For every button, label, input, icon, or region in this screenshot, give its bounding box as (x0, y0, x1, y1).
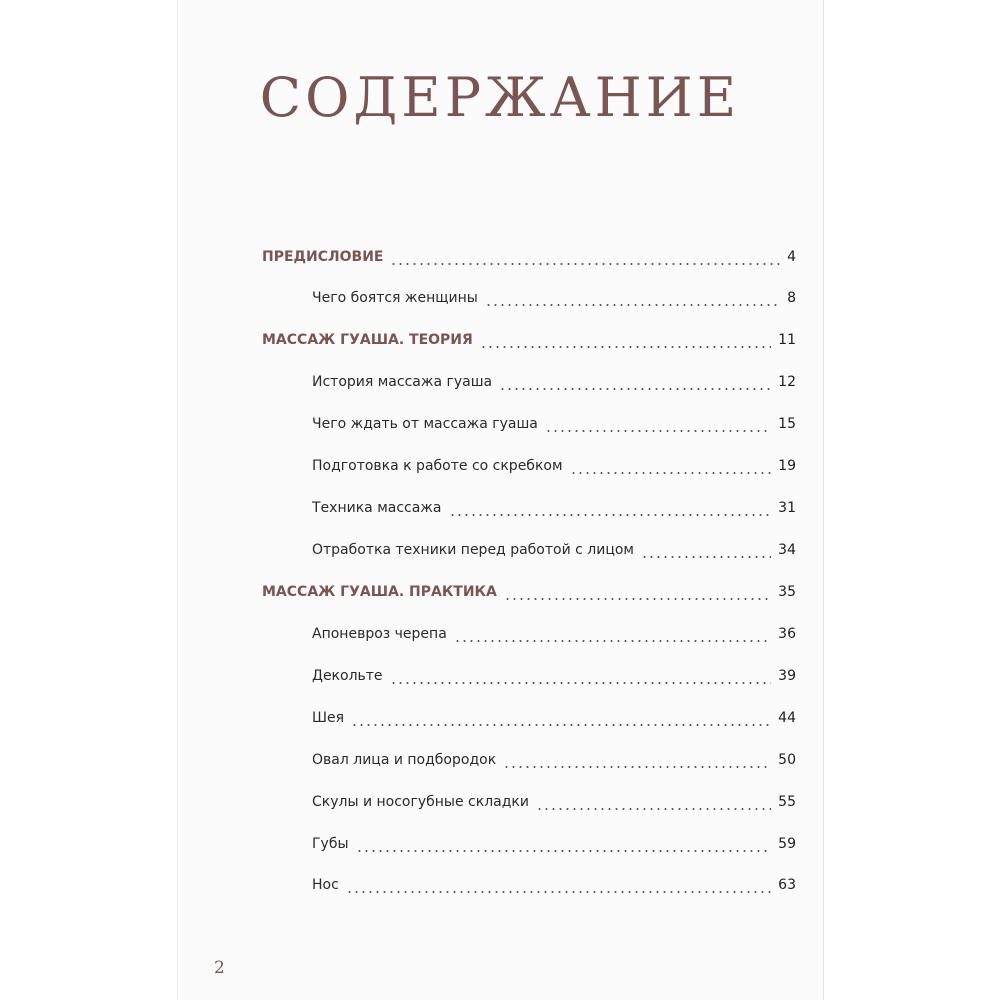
dot-leader (480, 346, 771, 348)
toc-entry-label: История массажа гуаша (312, 374, 493, 390)
toc-entry-label: Чего ждать от массажа гуаша (312, 416, 538, 432)
toc-entry[interactable] (312, 668, 796, 690)
toc-entry-page: 36 (778, 626, 796, 642)
dot-leader (351, 724, 771, 726)
toc-entry-label: Губы (312, 836, 349, 852)
dot-leader (545, 430, 771, 432)
toc-entry[interactable] (312, 374, 796, 396)
toc-entry-label: Подготовка к работе со скребком (312, 458, 563, 474)
toc-entry-label: Шея (312, 710, 345, 726)
toc-entry-label: МАССАЖ ГУАША. ТЕОРИЯ (262, 332, 473, 348)
dot-leader (485, 304, 780, 306)
dot-leader (499, 388, 771, 390)
toc-entry-page: 15 (778, 416, 796, 432)
dot-leader (536, 808, 771, 810)
toc-entry[interactable] (262, 332, 796, 354)
toc-entry-label: ПРЕДИСЛОВИЕ (262, 249, 384, 265)
dot-leader (390, 263, 780, 265)
toc-entry-page: 50 (778, 752, 796, 768)
toc-entry-page: 34 (778, 542, 796, 558)
toc-entry-page: 11 (778, 332, 796, 348)
toc-entry[interactable] (312, 500, 796, 522)
toc-entry[interactable] (312, 710, 796, 732)
toc-entry-page: 4 (787, 249, 796, 265)
toc-entry-page: 63 (778, 877, 796, 893)
page-number: 2 (214, 958, 225, 978)
toc-entry[interactable] (312, 877, 796, 899)
toc-entry-page: 55 (778, 794, 796, 810)
toc-entry-page: 19 (778, 458, 796, 474)
dot-leader (346, 891, 771, 893)
toc-entry-page: 44 (778, 710, 796, 726)
toc-entry-page: 31 (778, 500, 796, 516)
toc-entry-page: 12 (778, 374, 796, 390)
dot-leader (390, 682, 772, 684)
toc-entry-label: Техника массажа (312, 500, 442, 516)
toc-entry[interactable] (312, 836, 796, 858)
toc-entry-label: МАССАЖ ГУАША. ПРАКТИКА (262, 584, 497, 600)
dot-leader (356, 850, 772, 852)
toc-entry[interactable] (312, 752, 796, 774)
toc-entry[interactable] (262, 584, 796, 606)
toc-entry-label: Отработка техники перед работой с лицом (312, 542, 634, 558)
toc-entry[interactable] (312, 542, 796, 564)
dot-leader (449, 514, 772, 516)
toc-entry-page: 39 (778, 668, 796, 684)
dot-leader (503, 766, 771, 768)
toc-entry[interactable] (312, 290, 796, 312)
toc-entry-label: Овал лица и подбородок (312, 752, 497, 768)
toc-entry-label: Нос (312, 877, 339, 893)
toc-entry[interactable] (312, 626, 796, 648)
toc-entry-page: 8 (787, 290, 796, 306)
toc-entry-page: 35 (778, 584, 796, 600)
toc-entry[interactable] (262, 249, 796, 271)
toc-entry[interactable] (312, 416, 796, 438)
toc-entry[interactable] (312, 794, 796, 816)
dot-leader (454, 640, 771, 642)
toc-entry-label: Скулы и носогубные складки (312, 794, 529, 810)
toc-entry-label: Апоневроз черепа (312, 626, 447, 642)
toc-entry-label: Декольте (312, 668, 383, 684)
dot-leader (504, 598, 771, 600)
dot-leader (641, 556, 771, 558)
dot-leader (570, 472, 772, 474)
toc-entry-label: Чего боятся женщины (312, 290, 478, 306)
toc-entry[interactable] (312, 458, 796, 480)
page-title: СОДЕРЖАНИЕ (259, 66, 741, 129)
toc-entry-page: 59 (778, 836, 796, 852)
